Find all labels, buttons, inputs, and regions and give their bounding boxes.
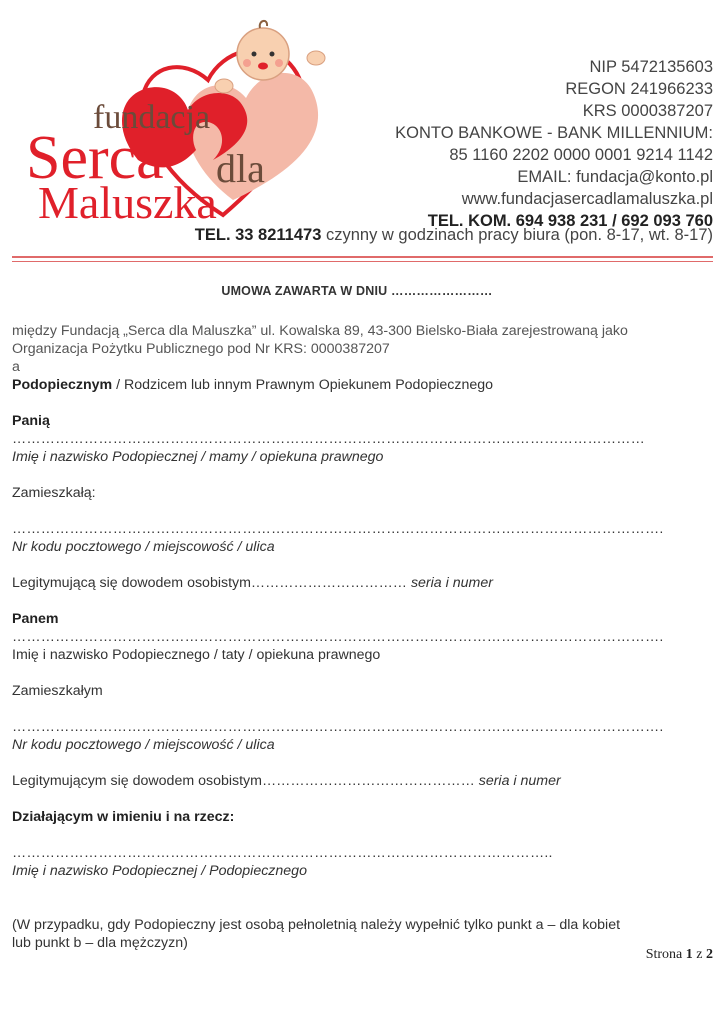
parent-label: / Rodzicem lub innym Prawnym Opiekunem Podopiecznego bbox=[112, 377, 494, 393]
page-number bbox=[646, 947, 713, 963]
phone: TEL. 33 8211473 bbox=[194, 226, 322, 244]
section-acting-for: Działającym w imieniu i na rzecz: bbox=[12, 809, 235, 825]
label-residing-female: Zamieszkałą: bbox=[12, 485, 96, 501]
page-word: Strona bbox=[645, 947, 686, 962]
mobile-phone: TEL. KOM. 694 938 231 / 692 093 760 bbox=[427, 212, 713, 230]
baby-head bbox=[237, 28, 289, 80]
label-residing-male: Zamieszkałym bbox=[12, 683, 103, 699]
parties-line-2: Organizacja Pożytku Publicznego pod Nr KRS: 0000387207 bbox=[12, 341, 390, 357]
fill-line-address-female[interactable]: ………………………………………………………………………………………………………………………. bbox=[12, 521, 664, 537]
office-hours: czynny w godzinach pracy biura (pon. 8-17, wt. 8-17) bbox=[321, 226, 713, 244]
krs: KRS 0000387207 bbox=[582, 102, 713, 120]
website[interactable]: www.fundacjasercadlamaluszka.pl bbox=[461, 190, 713, 208]
baby-hand-left bbox=[215, 79, 233, 93]
contact-block bbox=[395, 56, 713, 232]
note-line-1: (W przypadku, gdy Podopieczny jest osobą pełnoletnią należy wypełnić tylko punkt a – dla kobiet bbox=[12, 917, 621, 933]
conjunction-a: a bbox=[12, 359, 20, 375]
logo-dla: dla bbox=[216, 146, 265, 191]
id-label-female[interactable]: Legitymującą się dowodem osobistym…………………………… bbox=[12, 575, 407, 591]
section-panem: Panem bbox=[12, 611, 59, 627]
phone-line bbox=[195, 226, 713, 245]
agreement-body bbox=[12, 282, 712, 952]
caption-address-female: Nr kodu pocztowego / miejscowość / ulica bbox=[12, 539, 275, 555]
bank-name: KONTO BANKOWE - BANK MILLENNIUM: bbox=[395, 124, 713, 142]
beneficiary-line bbox=[12, 376, 712, 394]
foundation-logo bbox=[18, 10, 358, 225]
parties-line-1: między Fundacją „Serca dla Maluszka” ul. Kowalska 89, 43-300 Bielsko-Biała zarejestrowaną jako bbox=[12, 323, 628, 339]
caption-name-male: Imię i nazwisko Podopiecznego / taty / opiekuna prawnego bbox=[12, 647, 381, 663]
id-label-male[interactable]: Legitymującym się dowodem osobistym……………………………………… bbox=[12, 773, 475, 789]
header-divider-thin bbox=[12, 261, 713, 262]
logo-serca: Serca bbox=[26, 124, 164, 192]
fill-line-name-male[interactable]: ………………………………………………………………………………………………………………………. bbox=[12, 629, 664, 645]
id-line-female bbox=[12, 574, 712, 592]
fill-line-name-female[interactable]: …………………………………………………………………………………………………………………… bbox=[12, 431, 646, 447]
email[interactable]: EMAIL: fundacja@konto.pl bbox=[517, 168, 713, 186]
agreement-title: UMOWA ZAWARTA W DNIU …………………… bbox=[221, 284, 493, 298]
page-total: 2 bbox=[706, 947, 713, 962]
logo-maluszka: Maluszka bbox=[38, 177, 217, 225]
nip: NIP 5472135603 bbox=[589, 58, 713, 76]
beneficiary-label: Podopiecznym bbox=[12, 377, 113, 393]
id-series-male: seria i numer bbox=[474, 773, 561, 789]
caption-beneficiary: Imię i nazwisko Podopiecznej / Podopiecznego bbox=[12, 863, 307, 879]
logo-fundacja: fundacja bbox=[93, 99, 211, 136]
baby-hand-right bbox=[307, 51, 325, 65]
page-current: 1 bbox=[685, 947, 693, 962]
header-divider bbox=[12, 256, 713, 258]
section-pania: Panią bbox=[12, 413, 50, 429]
note-line-2: lub punkt b – dla mężczyzn) bbox=[12, 935, 188, 951]
id-series-female: seria i numer bbox=[407, 575, 493, 591]
fill-line-address-male[interactable]: ………………………………………………………………………………………………………………………. bbox=[12, 719, 664, 735]
caption-address-male: Nr kodu pocztowego / miejscowość / ulica bbox=[12, 737, 275, 753]
bank-account: 85 1160 2202 0000 0001 9214 1142 bbox=[449, 146, 713, 164]
id-line-male bbox=[12, 772, 712, 790]
caption-name-female: Imię i nazwisko Podopiecznej / mamy / opiekuna prawnego bbox=[12, 449, 384, 465]
fill-line-beneficiary[interactable]: ………………………………………………………………………………………………….. bbox=[12, 845, 553, 861]
page-of: z bbox=[692, 947, 706, 962]
regon: REGON 241966233 bbox=[565, 80, 713, 98]
